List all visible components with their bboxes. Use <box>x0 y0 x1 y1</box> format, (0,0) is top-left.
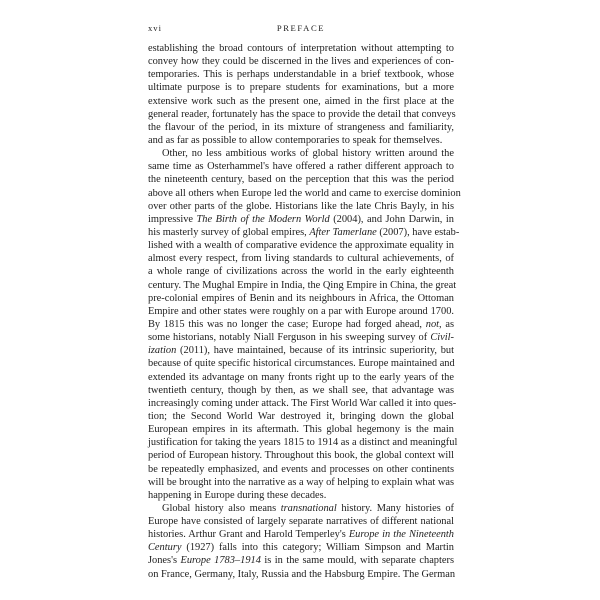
text-line: because of quite specific historical circumstances. Europe maintained and <box>148 358 455 370</box>
text-line: convey how they could be discerned in the lives and experiences of con- <box>148 56 454 68</box>
text-line: By 1815 this was no longer the case; Europe had forged ahead, not, as <box>148 318 454 330</box>
text-line: Jones's Europe 1783–1914 is in the same mould, with separate chapters <box>148 555 454 567</box>
text-line: the flavour of the period, in its mixture of strangeness and familiarity, <box>148 121 454 133</box>
text-line: on France, Germany, Italy, Russia and the Habsburg Empire. The German <box>148 568 456 580</box>
text-line: almost every respect, from living standards to cultural achievements, of <box>148 253 454 265</box>
text-line: will be brought into the narrative as a way of helping to explain what was <box>148 476 454 488</box>
text-line: ization (2011), have maintained, because of its intrinsic superiority, but <box>148 345 454 357</box>
text-line: Europe have consisted of largely separate narratives of different national <box>148 516 454 528</box>
text-line: be repeatedly emphasized, and events and processes on other continents <box>148 463 454 475</box>
running-head <box>148 23 454 37</box>
text-line: establishing the broad contours of interpretation without attempting to <box>148 43 454 54</box>
text-line: century. The Mughal Empire in India, the Qing Empire in China, the great <box>148 279 457 291</box>
text-line: histories. Arthur Grant and Harold Temperley's Europe in the Nineteenth <box>148 529 454 541</box>
paragraph-first-line: Other, no less ambitious works of global history written around the <box>162 148 454 160</box>
text-line: same time as Osterhammel's have offered a rather different approach to <box>148 161 454 173</box>
text-line: impressive The Birth of the Modern World (2004), and John Darwin, in <box>148 213 454 225</box>
text-line: pre-colonial empires of Benin and its neighbours in Africa, the Ottoman <box>148 292 454 304</box>
text-line: above all others when Europe led the world and came to exercise dominion <box>148 187 461 199</box>
page-number: xvi <box>148 23 162 33</box>
paragraph-first-line: Global history also means transnational history. Many histories of <box>162 502 454 514</box>
text-line: period of European history. Throughout this book, the global context will <box>148 450 454 462</box>
text-line: tion; the Second World War destroyed it, bringing down the global <box>148 410 454 422</box>
text-line: his masterly survey of global empires, After Tamerlane (2007), have estab- <box>148 226 460 238</box>
text-line: European empires in its aftermath. This global hegemony is the main <box>148 424 454 436</box>
text-line: ultimate purpose is to prepare students for examinations, but a more <box>148 82 454 94</box>
text-line: happening in Europe during these decades. <box>148 489 327 501</box>
text-line: general reader, fortunately has the space to provide the detail that conveys <box>148 108 456 120</box>
text-line: and as far as possible to allow contemporaries to speak for themselves. <box>148 134 443 146</box>
text-line: twentieth century, though by then, as we shall see, that advantage was <box>148 384 454 396</box>
text-line: a whole range of civilizations across the world in the early eighteenth <box>148 266 454 278</box>
text-line: increasingly coming under attack. The First World War called it into ques- <box>148 397 457 409</box>
text-line: some historians, notably Niall Ferguson in his sweeping survey of Civil- <box>148 332 454 344</box>
text-line: temporaries. This is perhaps understandable in a brief textbook, whose <box>148 69 454 81</box>
text-line: justification for taking the years 1815 to 1914 as a distinct and meaningful <box>148 437 458 449</box>
text-line: Century (1927) falls into this category; William Simpson and Martin <box>148 542 454 554</box>
text-line: extended its advantage on many fronts right up to the early years of the <box>148 371 454 383</box>
text-line: over other parts of the globe. Historians like the late Chris Bayly, in his <box>148 200 454 212</box>
text-line: Empire and other states were roughly on a par with Europe around 1700. <box>148 305 454 317</box>
text-line: extensive work such as the present one, aimed in the first place at the <box>148 95 454 107</box>
text-line: lished with a wealth of comparative evidence the approximate equality in <box>148 240 454 252</box>
body-text <box>148 42 461 581</box>
section-title: PREFACE <box>276 23 326 33</box>
text-line: the nineteenth century, based on the perception that this was the period <box>148 174 454 186</box>
